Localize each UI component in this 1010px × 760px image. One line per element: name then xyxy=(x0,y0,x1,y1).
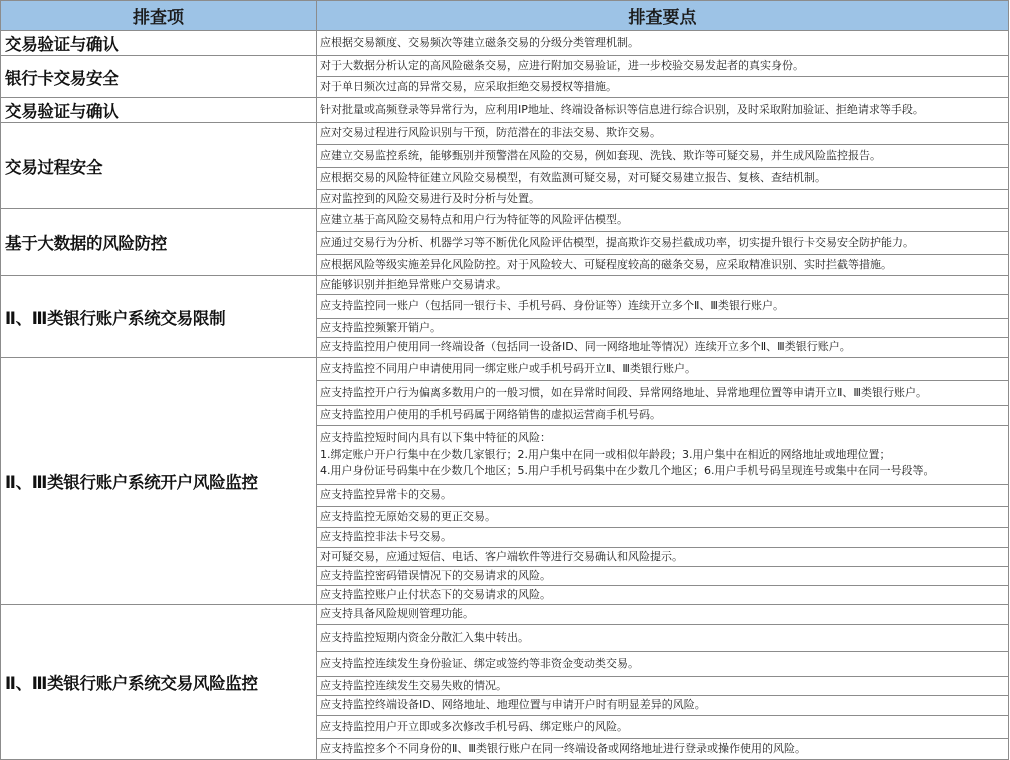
check-point-cell: 应根据风险等级实施差异化风险防控。对于风险较大、可疑程度较高的磁条交易，应采取精准识别、实时拦截等措施。 xyxy=(317,255,1009,276)
check-point-cell: 应支持监控连续发生交易失败的情况。 xyxy=(317,677,1009,696)
table-row xyxy=(1,56,1009,77)
check-point-cell: 应根据交易的风险特征建立风险交易模型，有效监测可疑交易，对可疑交易建立报告、复核、查结机制。 xyxy=(317,168,1009,190)
table-row xyxy=(1,31,1009,56)
check-point-cell: 应建立交易监控系统，能够甄别并预警潜在风险的交易，例如套现、洗钱、欺诈等可疑交易，并生成风险监控报告。 xyxy=(317,145,1009,168)
check-point-line: 应支持监控短时间内具有以下集中特征的风险： xyxy=(320,431,551,445)
table-body xyxy=(1,31,1009,760)
check-point-cell: 应支持监控非法卡号交易。 xyxy=(317,528,1009,548)
check-point-cell: 应支持监控同一账户（包括同一银行卡、手机号码、身份证等）连续开立多个Ⅱ、Ⅲ类银行账户。 xyxy=(317,295,1009,319)
check-point-cell: 应支持监控密码错误情况下的交易请求的风险。 xyxy=(317,567,1009,586)
category-cell: 基于大数据的风险防控 xyxy=(1,209,317,276)
header-row xyxy=(1,1,1009,31)
check-point-cell: 针对批量或高频登录等异常行为，应利用IP地址、终端设备标识等信息进行综合识别，及时采取附加验证、拒绝请求等手段。 xyxy=(317,98,1009,123)
check-point-line: 4.用户身份证号码集中在少数几个地区；5.用户手机号码集中在少数几个地区；6.用户手机号码呈现连号或集中在同一号段等。 xyxy=(320,464,935,478)
check-point-cell: 应支持监控用户使用的手机号码属于网络销售的虚拟运营商手机号码。 xyxy=(317,406,1009,426)
check-point-cell: 对于单日频次过高的异常交易，应采取拒绝交易授权等措施。 xyxy=(317,77,1009,98)
category-cell: Ⅱ、Ⅲ类银行账户系统开户风险监控 xyxy=(1,358,317,605)
table-row xyxy=(1,605,1009,625)
check-point-cell: 对于大数据分析认定的高风险磁条交易，应进行附加交易验证，进一步校验交易发起者的真实身份。 xyxy=(317,56,1009,77)
check-point-cell: 应支持具备风险规则管理功能。 xyxy=(317,605,1009,625)
table-row xyxy=(1,209,1009,232)
check-point-cell: 应对监控到的风险交易进行及时分析与处置。 xyxy=(317,190,1009,209)
table-row xyxy=(1,358,1009,381)
check-point-cell: 应支持监控多个不同身份的Ⅱ、Ⅲ类银行账户在同一终端设备或网络地址进行登录或操作使用的风险。 xyxy=(317,739,1009,760)
check-point-cell: 应支持监控不同用户申请使用同一绑定账户或手机号码开立Ⅱ、Ⅲ类银行账户。 xyxy=(317,358,1009,381)
check-point-cell: 应能够识别并拒绝异常账户交易请求。 xyxy=(317,276,1009,295)
check-point-cell: 应支持监控异常卡的交易。 xyxy=(317,485,1009,507)
check-point-cell: 对可疑交易，应通过短信、电话、客户端软件等进行交易确认和风险提示。 xyxy=(317,548,1009,567)
check-point-cell: 应对交易过程进行风险识别与干预，防范潜在的非法交易、欺诈交易。 xyxy=(317,123,1009,145)
check-point-cell xyxy=(317,426,1009,485)
category-cell: Ⅱ、Ⅲ类银行账户系统交易风险监控 xyxy=(1,605,317,760)
check-point-line: 1.绑定账户开户行集中在少数几家银行；2.用户集中在同一或相似年龄段；3.用户集中在相近的网络地址或地理位置； xyxy=(320,447,891,461)
check-point-cell: 应支持监控账户止付状态下的交易请求的风险。 xyxy=(317,586,1009,605)
check-point-cell: 应根据交易额度、交易频次等建立磁条交易的分级分类管理机制。 xyxy=(317,31,1009,56)
check-point-cell: 应支持监控开户行为偏离多数用户的一般习惯，如在异常时间段、异常网络地址、异常地理位置等申请开立Ⅱ、Ⅲ类银行账户。 xyxy=(317,381,1009,406)
table-row xyxy=(1,276,1009,295)
check-point-cell: 应支持监控连续发生身份验证、绑定或签约等非资金变动类交易。 xyxy=(317,652,1009,677)
check-point-cell: 应支持监控短期内资金分散汇入集中转出。 xyxy=(317,625,1009,652)
header-category: 排查项 xyxy=(1,1,317,31)
check-point-cell: 应支持监控终端设备ID、网络地址、地理位置与申请开户时有明显差异的风险。 xyxy=(317,696,1009,716)
check-point-cell: 应支持监控频繁开销户。 xyxy=(317,319,1009,338)
category-cell: Ⅱ、Ⅲ类银行账户系统交易限制 xyxy=(1,276,317,358)
table-row xyxy=(1,123,1009,145)
category-cell: 银行卡交易安全 xyxy=(1,56,317,98)
table-row xyxy=(1,98,1009,123)
category-cell: 交易验证与确认 xyxy=(1,31,317,56)
header-check-points: 排查要点 xyxy=(317,1,1009,31)
check-point-cell: 应支持监控用户开立即或多次修改手机号码、绑定账户的风险。 xyxy=(317,716,1009,739)
check-point-cell: 应建立基于高风险交易特点和用户行为特征等的风险评估模型。 xyxy=(317,209,1009,232)
check-point-cell: 应通过交易行为分析、机器学习等不断优化风险评估模型，提高欺诈交易拦截成功率，切实提升银行卡交易安全防护能力。 xyxy=(317,232,1009,255)
check-point-cell: 应支持监控用户使用同一终端设备（包括同一设备ID、同一网络地址等情况）连续开立多个Ⅱ、Ⅲ类银行账户。 xyxy=(317,338,1009,358)
category-cell: 交易过程安全 xyxy=(1,123,317,209)
check-point-cell: 应支持监控无原始交易的更正交易。 xyxy=(317,507,1009,528)
category-cell: 交易验证与确认 xyxy=(1,98,317,123)
